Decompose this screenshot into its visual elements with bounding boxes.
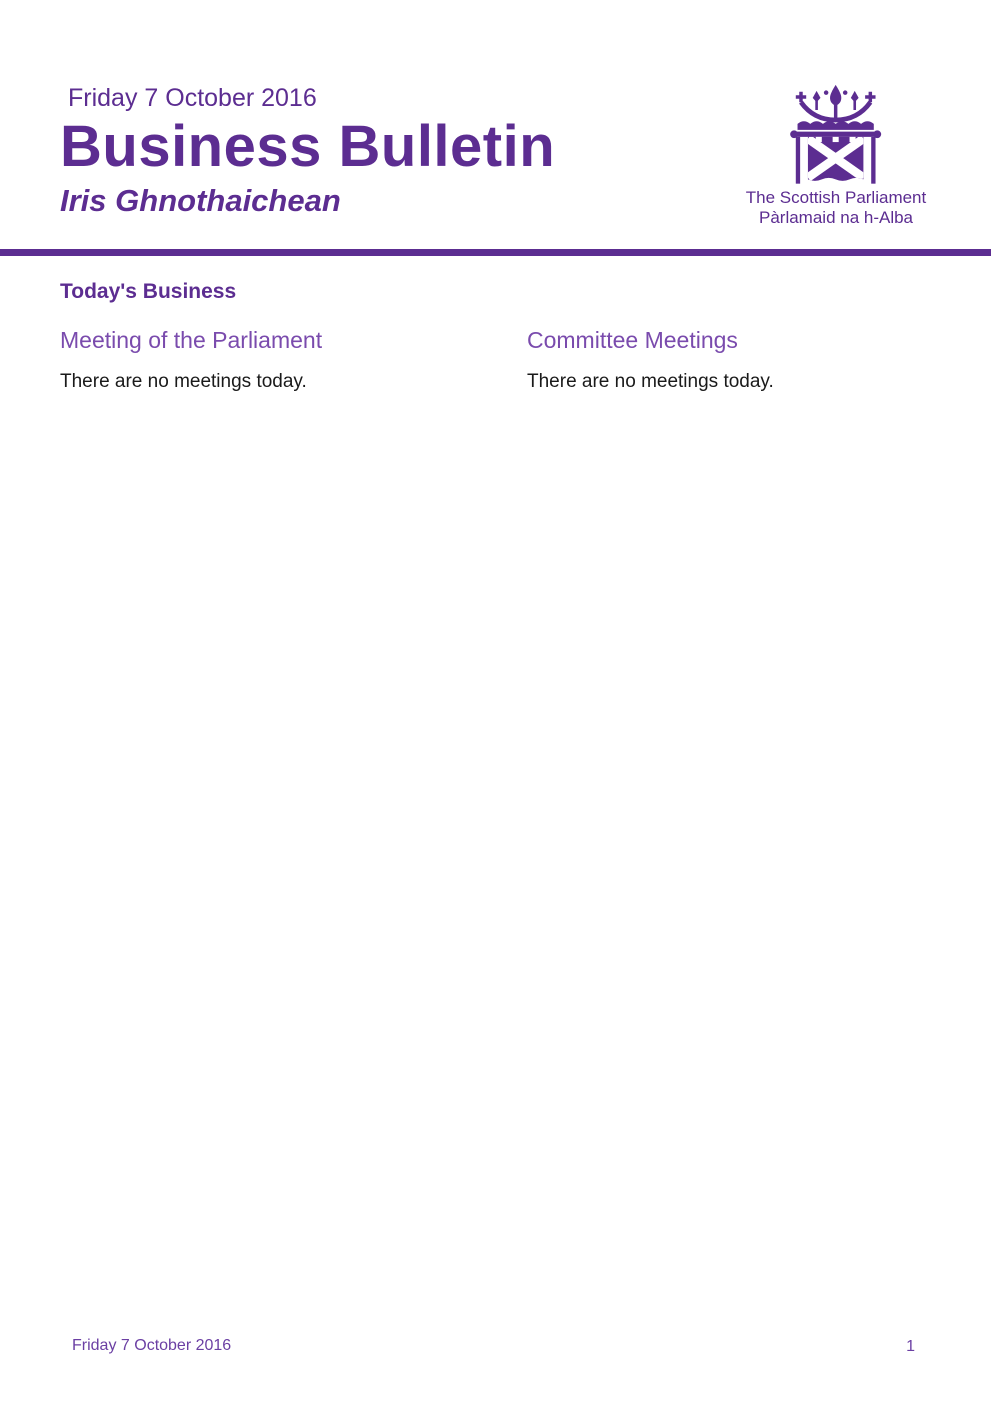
parliament-meetings-column	[60, 327, 527, 393]
parliament-meetings-heading: Meeting of the Parliament	[60, 327, 323, 353]
header-divider	[0, 249, 991, 256]
footer-date: Friday 7 October 2016	[72, 1337, 232, 1354]
masthead	[60, 84, 680, 219]
committee-meetings-heading: Committee Meetings	[527, 327, 738, 353]
logo-text-gaelic: Pàrlamaid na h-Alba	[758, 208, 914, 228]
logo-text-english: The Scottish Parliament	[745, 188, 927, 207]
parliament-crest-icon	[775, 84, 896, 188]
section-heading: Today's Business	[60, 280, 237, 303]
committee-meetings-column	[527, 327, 931, 393]
page-subtitle-gaelic: Iris Ghnothaichean	[60, 182, 341, 218]
scottish-parliament-logo	[736, 84, 936, 228]
issue-date: Friday 7 October 2016	[68, 84, 317, 112]
committee-meetings-body: There are no meetings today.	[527, 371, 774, 392]
parliament-meetings-body: There are no meetings today.	[60, 371, 307, 392]
page-title: Business Bulletin	[60, 113, 556, 179]
page-number: 1	[906, 1338, 915, 1355]
meetings-columns	[60, 327, 931, 393]
todays-business-section	[60, 280, 931, 393]
